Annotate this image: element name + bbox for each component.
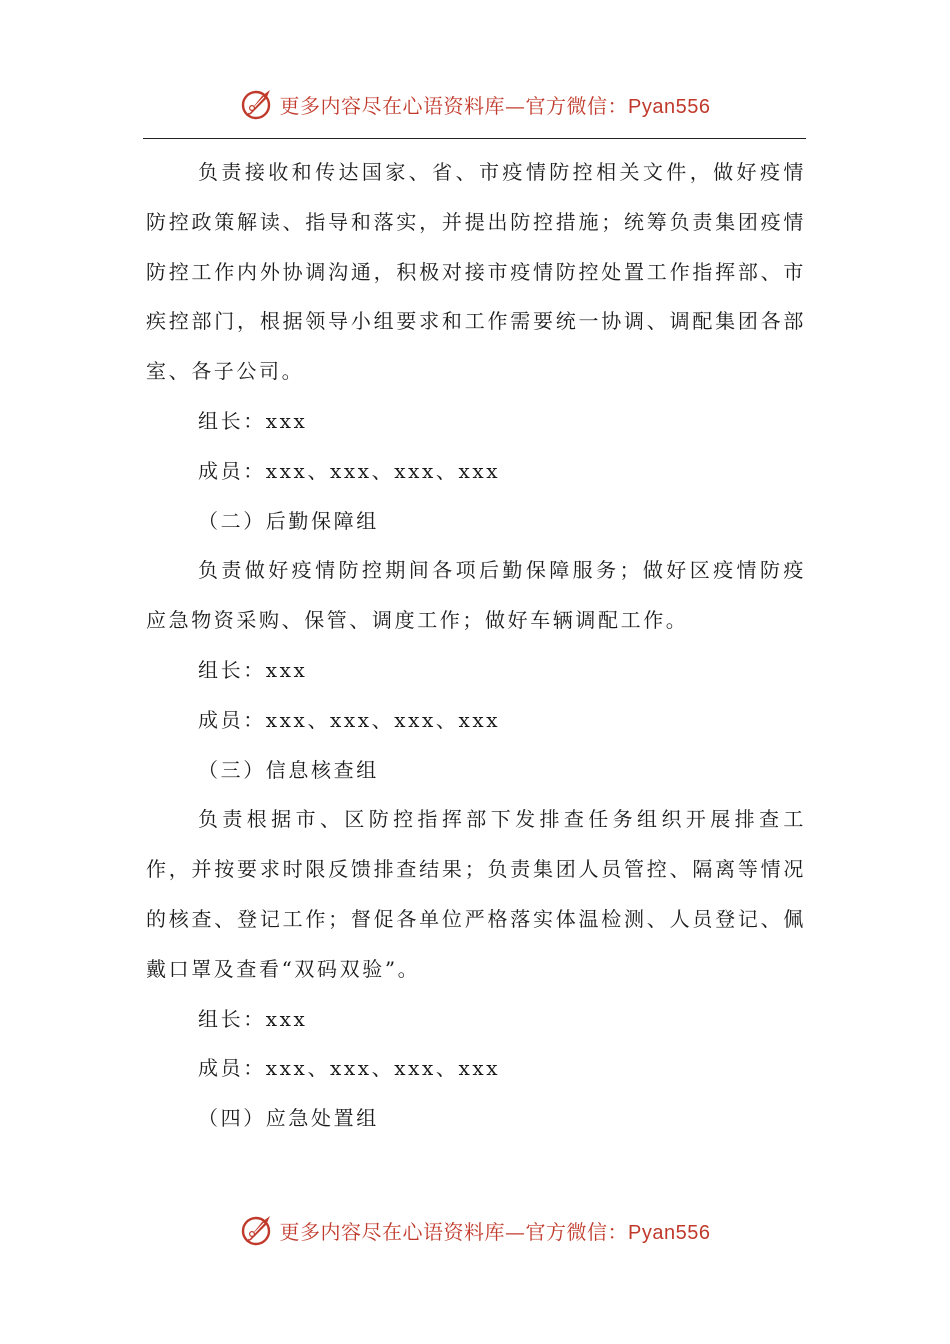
footer-brand-slogan: 更多内容尽在心语资料库—官方微信： <box>279 1219 629 1244</box>
paragraph-duties-logistics: 负责做好疫情防控期间各项后勤保障服务；做好区疫情防疫应急物资采购、保管、调度工作；做好车辆调配工作。 <box>146 558 806 633</box>
members-line: 成员：xxx、xxx、xxx、xxx <box>198 458 501 483</box>
section-heading-emergency: （四）应急处置组 <box>198 1106 379 1131</box>
members-line: 成员：xxx、xxx、xxx、xxx <box>198 707 501 732</box>
paragraph-duties-info-check: 负责根据市、区防控指挥部下发排查任务组织开展排查工作，并按要求时限反馈排查结果；负责集团人员管控、隔离等情况的核查、登记工作；督促各单位严格落实体温检测、人员登记、佩戴口罩及查看“双码双验”。 <box>146 807 806 981</box>
quill-pen-logo-icon <box>240 86 276 122</box>
members-line: 成员：xxx、xxx、xxx、xxx <box>198 1056 501 1081</box>
header-brand-slogan: 更多内容尽在心语资料库—官方微信： <box>279 93 629 118</box>
footer-brand-handle: Pyan556 <box>628 1221 711 1244</box>
document-body <box>146 148 806 1144</box>
leader-line: 组长：xxx <box>198 657 308 682</box>
footer-brand-bar <box>0 1208 950 1252</box>
section-heading-info-check: （三）信息核查组 <box>198 757 379 782</box>
quill-pen-logo-icon <box>240 1212 276 1248</box>
leader-line: 组长：xxx <box>198 408 308 433</box>
leader-line: 组长：xxx <box>198 1006 308 1031</box>
header-brand-handle: Pyan556 <box>628 95 711 118</box>
header-brand-bar <box>0 82 950 126</box>
header-brand-text <box>280 90 711 119</box>
footer-brand-text <box>280 1216 711 1245</box>
paragraph-duties-office: 负责接收和传达国家、省、市疫情防控相关文件，做好疫情防控政策解读、指导和落实，并提出防控措施；统筹负责集团疫情防控工作内外协调沟通，积极对接市疫情防控处置工作指挥部、市疾控部门，根据领导小组要求和工作需要统一协调、调配集团各部室、各子公司。 <box>146 160 806 384</box>
section-heading-logistics: （二）后勤保障组 <box>198 508 379 533</box>
header-divider <box>143 138 806 139</box>
